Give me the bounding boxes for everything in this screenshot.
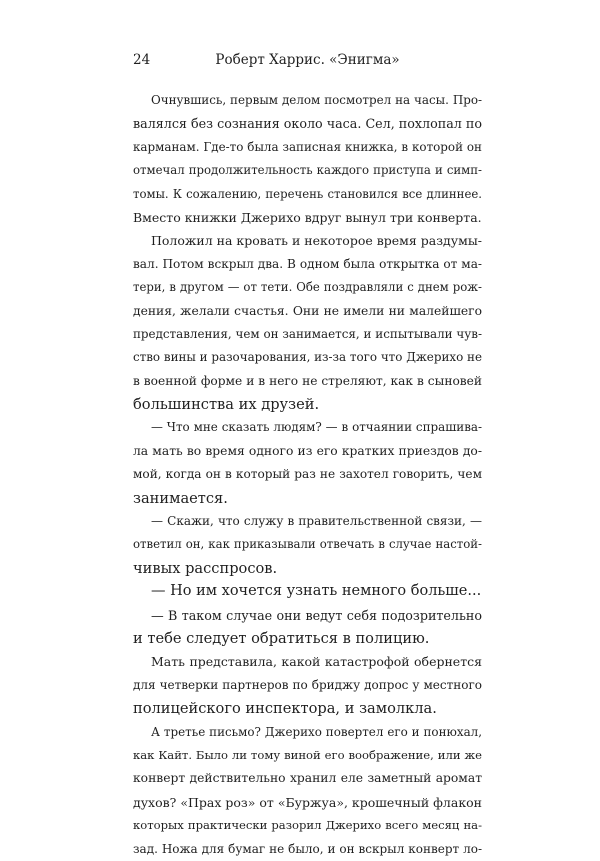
text-line: ство вины и разочарования, из-за того что Джерихо не	[133, 350, 482, 365]
running-title: Роберт Харрис. «Энигма»	[215, 52, 400, 68]
body-text	[133, 89, 482, 861]
running-head	[133, 50, 482, 70]
text-line: — Но им хочется узнать немного больше...	[151, 583, 482, 600]
text-line: которых практически разорил Джерихо всего месяц на-	[133, 818, 482, 833]
text-line: в военной форме и в него не стреляют, как в сыновей	[133, 373, 482, 388]
text-line: Положил на кровать и некоторое время раздумы-	[151, 233, 482, 249]
text-line: отмечал продолжительность каждого приступа и симп-	[133, 163, 482, 178]
text-line: тери, в другом — от тети. Обе поздравляли с днем рож-	[133, 280, 482, 295]
text-line: представления, чем он занимается, и испытывали чув-	[133, 326, 482, 341]
text-line: томы. К сожалению, перечень становился все длиннее.	[133, 186, 482, 201]
text-line: большинства их друзей.	[133, 396, 320, 414]
text-line: как Кайт. Было ли тому виной его воображение, или же	[133, 747, 482, 762]
text-line: вал. Потом вскрыл два. В одном была открытка от ма-	[133, 256, 482, 271]
text-line: Мать представила, какой катастрофой обернется	[151, 654, 482, 670]
text-line: ответил он, как приказывали отвечать в случае настой-	[133, 537, 482, 552]
text-line: валялся без сознания около часа. Сел, похлопал по	[133, 116, 482, 132]
text-line: А третье письмо? Джерихо повертел его и понюхал,	[151, 724, 482, 739]
text-line: и тебе следует обратиться в полицию.	[133, 629, 430, 647]
text-line: занимается.	[133, 489, 228, 507]
text-line: полицейского инспектора, и замолкла.	[133, 700, 437, 718]
text-line: для четверки партнеров по бриджу допрос у местного	[133, 677, 482, 692]
text-line: зад. Ножа для бумаг не было, и он вскрыл конверт ло-	[133, 841, 482, 856]
text-line: — В таком случае они ведут себя подозрительно	[151, 607, 482, 623]
text-line: карманам. Где-то была записная книжка, в которой он	[133, 139, 482, 154]
text-line: — Скажи, что служу в правительственной связи, —	[151, 514, 482, 529]
text-line: конверт действительно хранил еле заметный аромат	[133, 771, 482, 786]
text-line: чивых расспросов.	[133, 559, 278, 577]
text-line: ла мать во время одного из его кратких приездов до-	[133, 443, 482, 458]
text-line: Очнувшись, первым делом посмотрел на часы. Про-	[151, 93, 482, 107]
page-number: 24	[133, 52, 151, 68]
text-line: Вместо книжки Джерихо вдруг вынул три конверта.	[133, 209, 482, 225]
text-line: дения, желали счастья. Они не имели ни малейшего	[133, 303, 482, 318]
text-line: духов? «Прах роз» от «Буржуа», крошечный флакон	[133, 794, 482, 810]
text-line: мой, когда он в который раз не захотел говорить, чем	[133, 467, 482, 482]
text-line: — Что мне сказать людям? — в отчаянии спрашива-	[151, 420, 482, 435]
